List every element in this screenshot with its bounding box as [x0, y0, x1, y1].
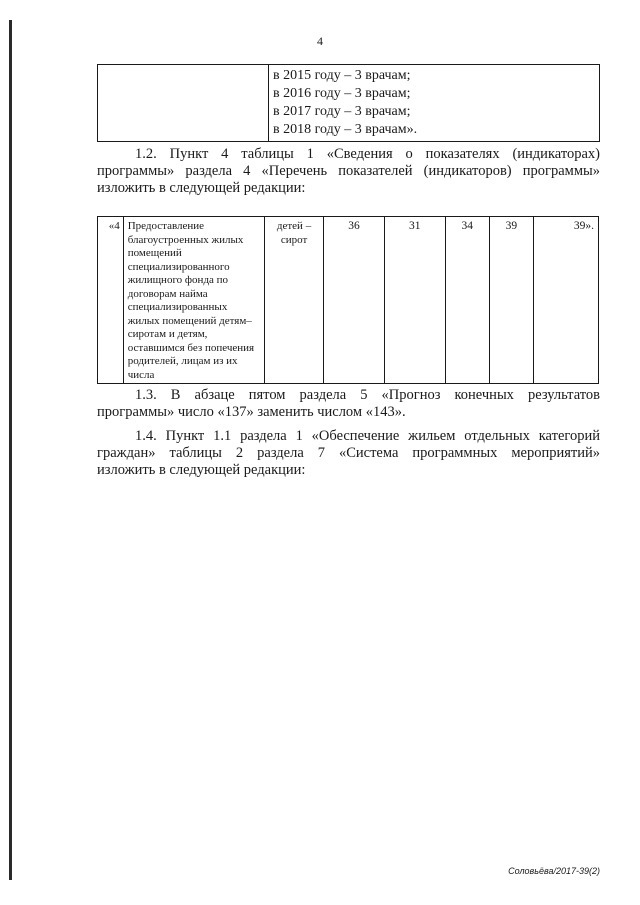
doctors-by-year-cell: [269, 65, 600, 142]
year-line: в 2016 году – 3 врачам;: [273, 86, 411, 101]
scan-edge-shadow: [9, 20, 12, 880]
previous-table-continuation: [97, 64, 600, 142]
paragraph-line: 1.3. В абзаце пятом раздела 5 «Прогноз конечных результатов: [135, 387, 600, 403]
paragraph-1-3: [97, 387, 600, 421]
paragraph-line: программы» раздела 4 «Перечень показателей (индикаторов) программы»: [97, 163, 600, 179]
paragraph-line: 1.4. Пункт 1.1 раздела 1 «Обеспечение жильем отдельных категорий: [135, 428, 600, 444]
year-line: в 2018 году – 3 врачам».: [273, 122, 418, 137]
paragraph-line: 1.2. Пункт 4 таблицы 1 «Сведения о показателях (индикаторах): [135, 146, 600, 162]
indicator-unit: детей – сирот: [264, 217, 323, 384]
indicator-value: 39».: [534, 217, 599, 384]
paragraph-line: изложить в следующей редакции:: [97, 180, 306, 196]
indicator-number: «4: [98, 217, 124, 384]
indicator-value: 31: [384, 217, 445, 384]
paragraph-1-2: [97, 146, 600, 197]
paragraph-line: граждан» таблицы 2 раздела 7 «Система программных мероприятий»: [97, 445, 600, 461]
paragraph-1-4: [97, 428, 600, 479]
indicator-description: Предоставление благоустроенных жилых помещений специализированного жилищного фонда по договорам найма специализированных жилых помещений детям–сиротам и детям, оставшимся без попечения родителей, лицам из их числа: [123, 217, 264, 384]
indicator-value: 39: [489, 217, 533, 384]
year-line: в 2017 году – 3 врачам;: [273, 104, 411, 119]
empty-cell: [98, 65, 269, 142]
paragraph-line: программы» число «137» заменить числом «143».: [97, 404, 406, 420]
paragraph-line: изложить в следующей редакции:: [97, 462, 306, 478]
page-number: 4: [317, 34, 323, 48]
indicator-value: 34: [445, 217, 489, 384]
year-line: в 2015 году – 3 врачам;: [273, 68, 411, 83]
indicator-value: 36: [324, 217, 385, 384]
footer-reference: Соловьёва/2017-39(2): [508, 866, 600, 876]
indicator-table: [97, 216, 599, 384]
